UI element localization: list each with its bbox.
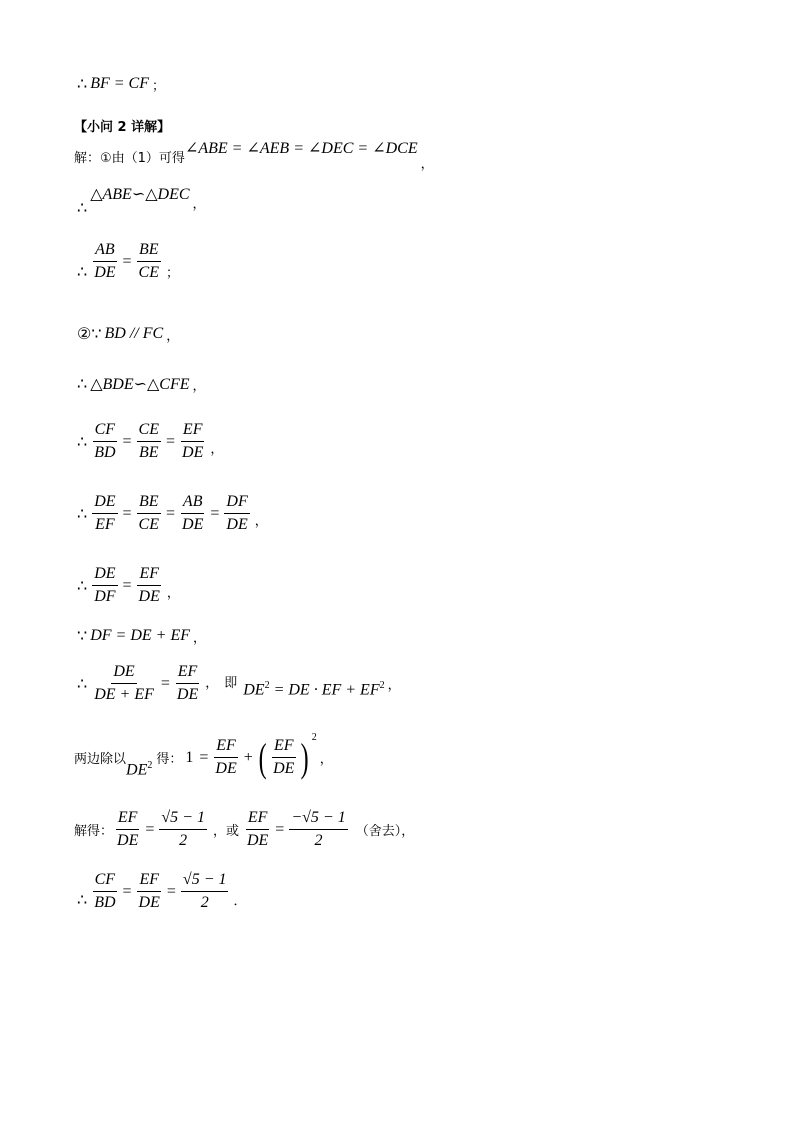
punctuation: ， bbox=[319, 752, 333, 767]
line-bf-cf bbox=[74, 74, 165, 94]
punctuation: ， bbox=[166, 586, 180, 601]
line-similar-triangles-2 bbox=[74, 374, 206, 394]
equals-sign: = bbox=[122, 432, 132, 450]
equals-sign: = bbox=[166, 432, 176, 450]
quadratic-equation: $DE^2$ = DE · EF + $EF^2$ bbox=[243, 679, 385, 699]
equals-sign: = bbox=[122, 252, 132, 270]
punctuation: ， bbox=[387, 678, 401, 693]
line-parallel bbox=[74, 324, 179, 344]
namely-text: 即 bbox=[224, 676, 238, 691]
therefore-symbol: ∴ bbox=[77, 76, 88, 93]
get-text: 得： bbox=[156, 752, 183, 767]
fraction-ab-de: $\frac{AB}{DE}$ bbox=[182, 493, 204, 533]
root-result: $\frac{√5 - 1}{2}$ bbox=[182, 871, 227, 911]
fraction-ef-de: $\frac{EF}{DE}$ bbox=[138, 565, 160, 605]
equals-sign: = bbox=[122, 882, 132, 900]
angle-equation: ∠ABE = ∠AEB = ∠DEC = ∠DCE bbox=[184, 140, 418, 157]
one-value: 1 bbox=[185, 748, 194, 766]
fraction-ce-be: $\frac{CE}{BE}$ bbox=[138, 421, 159, 461]
punctuation: ， bbox=[205, 676, 219, 691]
because-prefix: ②∵ bbox=[77, 326, 102, 343]
plus-sign: + bbox=[243, 748, 253, 766]
fraction-ef-de: $\frac{EF}{DE}$ bbox=[117, 809, 139, 849]
root-positive: $\frac{√5 - 1}{2}$ bbox=[161, 809, 205, 849]
therefore-symbol: ∴ bbox=[77, 376, 88, 393]
fraction-ef-de-squared: $\frac{EF}{DE}$ bbox=[273, 737, 295, 777]
solution-prefix: 解：①由（1）可得 bbox=[74, 150, 185, 166]
equation: BF = CF bbox=[90, 75, 149, 92]
equals-sign: = bbox=[166, 504, 176, 522]
fraction-de-df: $\frac{DE}{DF}$ bbox=[94, 565, 116, 605]
therefore-symbol: ∴ bbox=[77, 263, 88, 281]
equals-sign: = bbox=[122, 504, 132, 522]
fraction-ef-de: $\frac{EF}{DE}$ bbox=[176, 663, 199, 703]
equals-sign: = bbox=[122, 576, 132, 594]
line-ratio-3 bbox=[74, 492, 268, 535]
fraction-be-ce: $\frac{BE}{CE}$ bbox=[138, 241, 159, 281]
line-ratio-4 bbox=[74, 564, 180, 607]
fraction-ef-de: $\frac{EF}{DE}$ bbox=[138, 871, 160, 911]
therefore-symbol: ∴ bbox=[77, 433, 88, 451]
punctuation: ， bbox=[192, 196, 206, 212]
fraction-ef-de: $\frac{EF}{DE}$ bbox=[215, 737, 237, 777]
punctuation: ． bbox=[233, 894, 247, 909]
fraction-ef-de: $\frac{EF}{DE}$ bbox=[246, 809, 269, 849]
exponent: 2 bbox=[311, 732, 317, 743]
root-negative: $\frac{-√5 - 1}{2}$ bbox=[291, 809, 346, 849]
punctuation: ， bbox=[166, 328, 180, 344]
equals-sign: = bbox=[160, 674, 170, 692]
line-ratio-1 bbox=[74, 240, 179, 283]
therefore-symbol: ∴ bbox=[77, 891, 88, 909]
fraction-de-over-sum: $\frac{DE}{DE + EF}$ bbox=[94, 663, 154, 703]
fraction-df-de: $\frac{DF}{DE}$ bbox=[226, 493, 248, 533]
fraction-cf-bd: $\frac{CF}{BD}$ bbox=[94, 871, 116, 911]
therefore-symbol: ∴ bbox=[77, 675, 88, 693]
therefore-symbol: ∴ bbox=[77, 505, 88, 523]
punctuation: ； bbox=[151, 78, 165, 94]
punctuation: ， bbox=[210, 442, 224, 457]
right-paren: ) bbox=[301, 734, 310, 780]
equals-sign: = bbox=[275, 820, 285, 838]
line-final-answer bbox=[74, 870, 247, 913]
similarity-expr: △ABE∽△DEC bbox=[90, 186, 190, 203]
fraction-cf-bd: $\frac{CF}{BD}$ bbox=[94, 421, 116, 461]
left-paren: ( bbox=[258, 734, 267, 780]
or-text: ，或 bbox=[212, 824, 239, 839]
therefore-symbol: ∴ bbox=[77, 577, 88, 595]
solve-prefix: 解得： bbox=[74, 824, 114, 839]
line-df-sum bbox=[74, 626, 206, 646]
similarity-expr: △BDE∽△CFE bbox=[90, 376, 190, 393]
line-similar-triangles-1 bbox=[74, 186, 206, 217]
line-ratio-2 bbox=[74, 420, 223, 463]
parallel-expr: BD // FC bbox=[104, 325, 164, 342]
equals-sign: = bbox=[145, 820, 155, 838]
sum-equation: DF = DE + EF bbox=[90, 627, 190, 644]
line-divide bbox=[74, 732, 333, 780]
fraction-ef-de: $\frac{EF}{DE}$ bbox=[182, 421, 204, 461]
heading-text: 【小问 2 详解】 bbox=[74, 120, 171, 135]
section-heading bbox=[74, 116, 170, 135]
discard-note: （舍去）， bbox=[355, 824, 415, 839]
fraction-ab-de: $\frac{AB}{DE}$ bbox=[94, 241, 116, 281]
line-substitution bbox=[74, 662, 401, 705]
punctuation: ， bbox=[254, 514, 268, 529]
punctuation: ； bbox=[166, 266, 180, 281]
equals-sign: = bbox=[166, 882, 176, 900]
line-angle-equality bbox=[74, 140, 434, 172]
fraction-de-ef: $\frac{DE}{EF}$ bbox=[94, 493, 116, 533]
line-solve bbox=[74, 808, 414, 851]
equals-sign: = bbox=[210, 504, 220, 522]
divisor-expr: $DE^2$ bbox=[126, 759, 153, 779]
fraction-be-ce: $\frac{BE}{CE}$ bbox=[138, 493, 159, 533]
therefore-symbol: ∴ bbox=[77, 200, 88, 217]
because-symbol: ∵ bbox=[77, 628, 88, 645]
punctuation: ， bbox=[192, 378, 206, 394]
equals-sign: = bbox=[199, 748, 209, 766]
punctuation: ， bbox=[192, 630, 206, 646]
punctuation: ， bbox=[420, 156, 434, 172]
divide-prefix: 两边除以 bbox=[74, 752, 127, 767]
